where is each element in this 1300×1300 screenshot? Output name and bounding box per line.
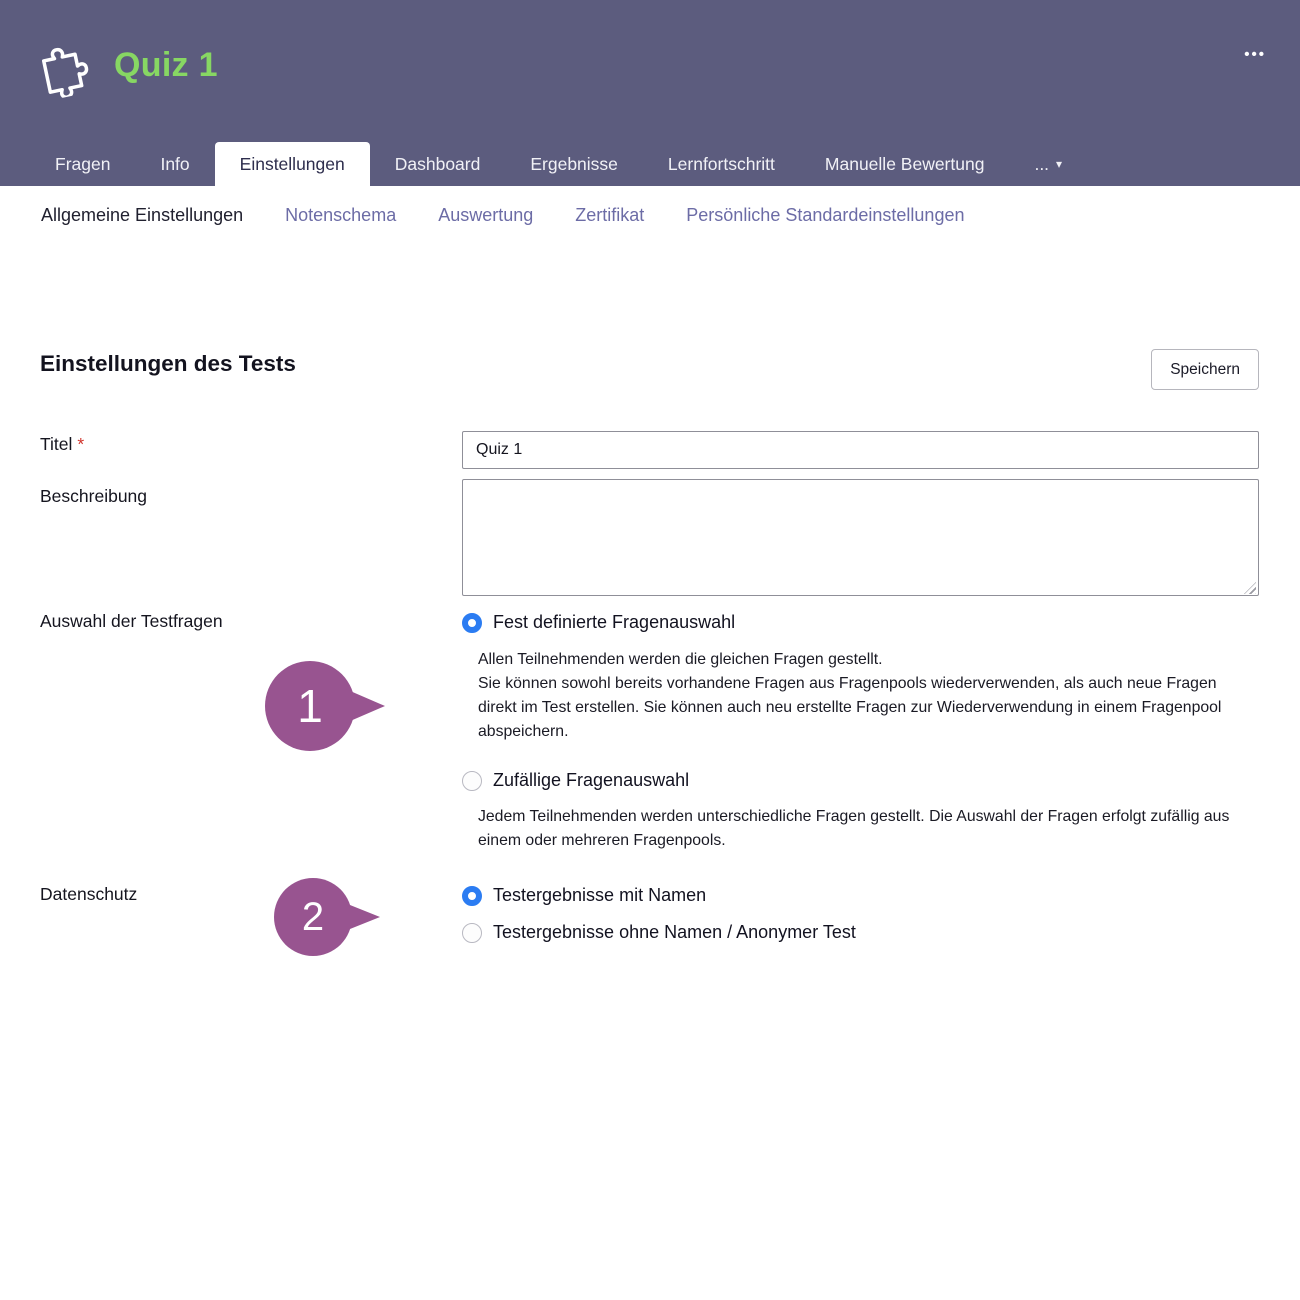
subtab-auswertung[interactable]: Auswertung [438,205,534,225]
chevron-down-icon: ▾ [1056,157,1063,171]
radio-unselected-icon[interactable] [462,923,482,943]
radio-selected-icon[interactable] [462,613,482,633]
balloon-tail [340,901,380,933]
option-random-description: Jedem Teilnehmenden werden unterschiedliche Fragen gestellt. Die Auswahl der Fragen erfolgt zufällig aus einem oder mehreren Fragenpools. [478,808,1230,849]
subtab-zertifikat[interactable]: Zertifikat [575,205,645,225]
option-fixed-question-selection[interactable]: Fest definierte Fragenauswahl [462,612,735,633]
save-button[interactable]: Speichern [1151,349,1259,390]
annotation-number: 2 [274,878,352,956]
tab-more[interactable]: ... ▾ [1034,153,1063,174]
annotation-balloon-2 [274,878,380,956]
header-top [0,0,1300,130]
sub-tab-bar [0,186,1300,226]
privacy-label: Datenschutz [40,884,138,904]
balloon-tail [341,687,385,725]
description-textarea[interactable] [462,479,1259,596]
question-selection-label: Auswahl der Testfragen [40,611,223,631]
annotation-balloon-1 [265,661,385,751]
tab-lernfortschritt[interactable]: Lernfortschritt [667,153,775,174]
subtab-persoenliche-standardeinstellungen[interactable]: Persönliche Standardeinstellungen [686,205,965,225]
option-results-with-names[interactable]: Testergebnisse mit Namen [462,885,706,906]
tab-info[interactable]: Info [160,153,190,174]
option-results-anonymous[interactable]: Testergebnisse ohne Namen / Anonymer Test [462,922,856,943]
subtab-notenschema[interactable]: Notenschema [285,205,397,225]
tab-einstellungen[interactable]: Einstellungen [215,142,370,186]
radio-selected-icon[interactable] [462,886,482,906]
title-label: Titel * [40,434,85,454]
tab-manuelle-bewertung[interactable]: Manuelle Bewertung [824,153,985,174]
tab-ergebnisse[interactable]: Ergebnisse [530,153,618,174]
overflow-menu-button[interactable]: ••• [1244,46,1266,63]
description-label: Beschreibung [40,486,148,506]
tab-dashboard[interactable]: Dashboard [394,153,481,174]
main-tab-bar [30,142,1087,186]
title-input[interactable] [462,431,1259,469]
section-heading: Einstellungen des Tests [40,351,296,376]
subtab-allgemeine-einstellungen[interactable]: Allgemeine Einstellungen [41,205,244,225]
puzzle-piece-icon [28,30,98,100]
option-fixed-description: Allen Teilnehmenden werden die gleichen Fragen gestellt. Sie können sowohl bereits vorhandene Fragen aus Fragenpools wiederverwenden, als auch neue Fragen direkt im Test erstellen. Sie können auch neu erstellte Fragen zur Wiederverwendung in einem Fragenpool abspeichern. [478,651,1222,740]
app-header [0,0,1300,186]
tab-fragen[interactable]: Fragen [55,153,111,174]
page-title: Quiz 1 [114,45,218,84]
required-asterisk: * [77,434,85,454]
annotation-number: 1 [265,661,355,751]
option-random-question-selection[interactable]: Zufällige Fragenauswahl [462,770,689,791]
radio-unselected-icon[interactable] [462,771,482,791]
